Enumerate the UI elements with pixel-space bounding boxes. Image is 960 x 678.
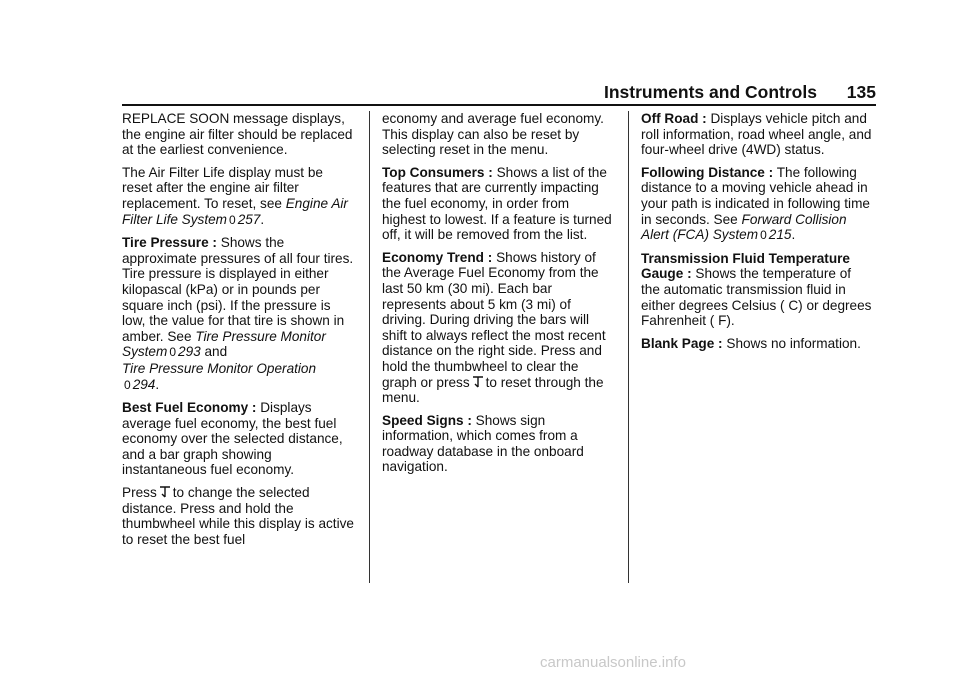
section-title: Instruments and Controls xyxy=(604,82,817,102)
term: Blank Page : xyxy=(641,335,723,351)
column-divider xyxy=(369,111,370,583)
term: Following Distance : xyxy=(641,164,774,180)
cross-reference: Tire Pressure Monitor Operation xyxy=(122,360,317,376)
paragraph: The Air Filter Life display must be reset after the engine air filter replacement. To reset, see Engine Air Filter Life System 0 257. xyxy=(122,164,348,227)
column-3 xyxy=(641,111,873,358)
header-rule xyxy=(122,104,876,106)
page-header xyxy=(604,82,876,104)
term: Speed Signs : xyxy=(382,412,472,428)
paragraph: Transmission Fluid Temperature Gauge : Shows the temperature of the automatic transmission fluid in either degrees Celsius ( C) or degrees Fahrenheit ( F). xyxy=(641,250,872,329)
column-divider xyxy=(628,111,629,583)
term: Economy Trend : xyxy=(382,249,493,265)
term: Top Consumers : xyxy=(382,164,493,180)
column-2 xyxy=(382,111,614,482)
page-ref-icon: 0 xyxy=(229,212,236,227)
paragraph: REPLACE SOON message displays, the engine air filter should be replaced at the earliest convenience. xyxy=(122,111,353,158)
paragraph: Speed Signs : Shows sign information, which comes from a roadway database in the onboard navigation. xyxy=(382,412,584,475)
page-reference: 293 xyxy=(178,344,201,360)
term: Transmission Fluid Temperature Gauge : xyxy=(641,250,850,282)
page-reference: 257 xyxy=(237,211,261,227)
paragraph: Top Consumers : Shows a list of the features that are currently impacting the fuel economy, in order from highest to lowest. If a feature is turned off, it will be removed from the list. xyxy=(382,164,612,243)
paragraph: Economy Trend : Shows history of the Average Fuel Economy from the last 50 km (30 mi). Each bar represents about 5 km (3 mi) of driving. During driving the bars will shift to always reflect the most recent distance on the right side. Press and hold the thumbwheel to clear the graph or press to reset through the menu. xyxy=(382,249,606,406)
paragraph: Blank Page : Shows no information. xyxy=(641,335,861,351)
term: Best Fuel Economy : xyxy=(122,400,257,416)
page-reference: 294 xyxy=(132,376,156,392)
cross-reference: Tire Pressure Monitor System xyxy=(122,328,326,360)
paragraph: Following Distance : The following distance to a moving vehicle ahead in your path is indicated in following time in seconds. See Forward Collision Alert (FCA) System 0 215. xyxy=(641,164,870,243)
cross-reference: Forward Collision Alert (FCA) System xyxy=(641,211,847,243)
page-number: 135 xyxy=(846,82,876,102)
thumbwheel-icon xyxy=(159,486,171,498)
page-ref-icon: 0 xyxy=(760,228,767,243)
page-ref-icon: 0 xyxy=(124,377,131,392)
term: Off Road : xyxy=(641,111,707,126)
thumbwheel-icon xyxy=(472,376,484,388)
cross-reference: Engine Air Filter Life System xyxy=(122,195,348,227)
column-1 xyxy=(122,111,354,554)
paragraph: Best Fuel Economy : Displays average fuel economy, the best fuel economy over the selected distance, and a bar graph showing instantaneous fuel economy. xyxy=(122,400,343,478)
page-ref-icon: 0 xyxy=(169,345,177,360)
watermark: carmanualsonline.info xyxy=(540,654,686,671)
paragraph: Tire Pressure : Shows the approximate pressures of all four tires. Tire pressure is displayed in either kilopascal (kPa) or in pounds per square inch (psi). If the pressure is low, the value for that tire is shown in amber. See Tire Pressure Monitor System 0 293 and Tire Pressure Monitor Operation 0 294. xyxy=(122,235,354,392)
page-reference: 215 xyxy=(768,227,792,243)
paragraph: Press to change the selected distance. Press and hold the thumbwheel while this display is active to reset the best fuel xyxy=(122,485,354,547)
paragraph: Off Road : Displays vehicle pitch and roll information, road wheel angle, and four-wheel drive (4WD) status. xyxy=(641,111,872,158)
paragraph: economy and average fuel economy. This display can also be reset by selecting reset in the menu. xyxy=(382,111,604,158)
term: Tire Pressure : xyxy=(122,235,217,251)
